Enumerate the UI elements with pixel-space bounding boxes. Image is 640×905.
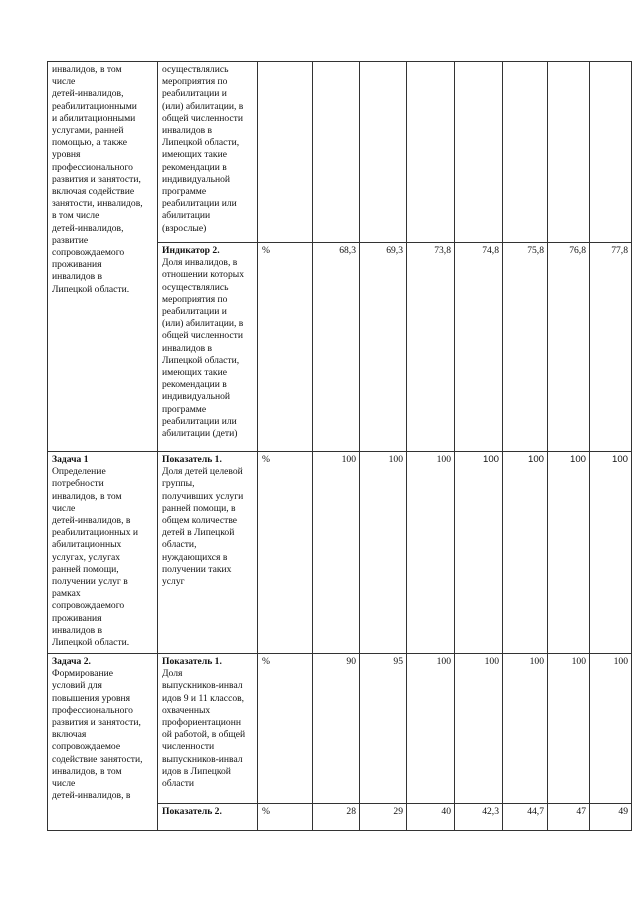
value-cell [503, 62, 548, 243]
table-row [48, 654, 632, 804]
text-line: инвалидов в [162, 125, 213, 137]
text-line: реабилитации или [162, 198, 237, 210]
value-cell: 100 [503, 654, 548, 804]
value-cell: 90 [313, 654, 360, 804]
value-cell [590, 62, 632, 243]
text-line: рекомендации в [162, 379, 227, 391]
table-row [48, 452, 632, 654]
text-line: инвалидов в [52, 624, 103, 636]
task-text [52, 668, 154, 802]
text-line: отношении которых [162, 269, 244, 281]
text-line: численности [162, 741, 215, 753]
value-cell [407, 62, 455, 243]
unit-cell [258, 62, 313, 243]
value-cell: 100 [360, 452, 407, 654]
task-title: Задача 1 [52, 454, 89, 465]
value-cell [360, 62, 407, 243]
indicator-title: Показатель 2. [162, 806, 222, 817]
task-title: Задача 2. [52, 656, 91, 667]
text-line: занятости, инвалидов, [52, 198, 143, 210]
text-line: потребности [52, 478, 104, 490]
value-cell: 74,8 [455, 243, 503, 452]
goal-text [52, 64, 154, 296]
text-line: Доля инвалидов, в [162, 257, 238, 269]
value-cell [548, 62, 590, 243]
value-cell: 49 [590, 804, 632, 831]
text-line: мероприятия по [162, 293, 228, 305]
value-cell [313, 62, 360, 243]
text-line: абилитационных [52, 539, 122, 551]
text-line: инвалидов в [162, 342, 213, 354]
text-line: профессионального [52, 704, 133, 716]
text-line: детей-инвалидов, [52, 88, 124, 100]
text-line: ранней помощи, [52, 563, 119, 575]
text-line: Доля [162, 668, 183, 680]
text-line: проживания [52, 259, 102, 271]
indicator-title: Индикатор 2. [162, 245, 220, 256]
text-line: уровня [52, 149, 81, 161]
text-line: и абилитационными [52, 112, 136, 124]
value-cell: 100 [407, 452, 455, 654]
text-line: включая содействие [52, 186, 135, 198]
text-line: Доля детей целевой [162, 466, 243, 478]
text-line: идов в Липецкой [162, 765, 231, 777]
text-line: получении услуг в [52, 576, 128, 588]
text-line: Липецкой области. [52, 283, 130, 295]
text-line: профориентационн [162, 717, 241, 729]
value-cell: 75,8 [503, 243, 548, 452]
text-line: идов 9 и 11 классов, [162, 692, 245, 704]
indicators-table [47, 61, 632, 831]
value-cell: 68,3 [313, 243, 360, 452]
indicator-cell [158, 243, 258, 452]
value-cell: 100 [407, 654, 455, 804]
value-cell: 44,7 [503, 804, 548, 831]
text-line: общей численности [162, 112, 244, 124]
text-line: Определение [52, 466, 106, 478]
text-line: инвалидов в [52, 271, 103, 283]
value-cell: 100 [590, 452, 632, 654]
text-line: детей в Липецкой [162, 527, 235, 539]
text-line: профессионального [52, 161, 133, 173]
text-line: области, [162, 539, 197, 551]
text-line: детей-инвалидов, в [52, 790, 131, 802]
value-cell: 100 [590, 654, 632, 804]
unit-cell: % [258, 654, 313, 804]
text-line: числе [52, 76, 76, 88]
value-cell: 47 [548, 804, 590, 831]
text-line: повышения уровня [52, 692, 131, 704]
text-line: содействие занятости, [52, 753, 143, 765]
text-line: детей-инвалидов, [52, 222, 124, 234]
text-line: программе [162, 403, 207, 415]
task-cell [48, 654, 158, 831]
value-cell: 100 [503, 452, 548, 654]
value-cell [455, 62, 503, 243]
text-line: реабилитационными [52, 100, 137, 112]
text-line: помощью, а также [52, 137, 127, 149]
indicator-title: Показатель 1. [162, 454, 222, 465]
text-line: услугах, услугах [52, 551, 121, 563]
text-line: индивидуальной [162, 391, 231, 403]
text-line: инвалидов, в том [52, 490, 122, 502]
text-line: абилитации [162, 210, 211, 222]
unit-cell: % [258, 243, 313, 452]
text-line: реабилитации или [162, 415, 237, 427]
text-line: числе [52, 502, 76, 514]
text-line: Липецкой области, [162, 354, 240, 366]
indicator-cell [158, 804, 258, 831]
text-line: реабилитации и [162, 88, 227, 100]
text-line: нуждающихся в [162, 551, 228, 563]
text-line: абилитации (дети) [162, 428, 238, 440]
text-line: области [162, 778, 195, 790]
text-line: программе [162, 186, 207, 198]
indicator-title: Показатель 1. [162, 656, 222, 667]
text-line: проживания [52, 612, 102, 624]
value-cell: 100 [548, 452, 590, 654]
text-line: выпускников-инвал [162, 753, 243, 765]
value-cell: 42,3 [455, 804, 503, 831]
text-line: имеющих такие [162, 149, 227, 161]
value-cell: 40 [407, 804, 455, 831]
text-line: имеющих такие [162, 367, 227, 379]
goal-cell [48, 62, 158, 452]
text-line: Липецкой области. [52, 637, 130, 649]
text-line: (или) абилитации, в [162, 318, 244, 330]
text-line: рекомендации в [162, 161, 227, 173]
text-line: сопровождаемое [52, 741, 121, 753]
text-line: Липецкой области, [162, 137, 240, 149]
text-line: охваченных [162, 704, 211, 716]
text-line: индивидуальной [162, 173, 231, 185]
indicator-cell [158, 452, 258, 654]
indicator-text [162, 466, 254, 588]
text-line: развития и занятости, [52, 717, 141, 729]
value-cell: 100 [548, 654, 590, 804]
value-cell: 95 [360, 654, 407, 804]
value-cell: 73,8 [407, 243, 455, 452]
value-cell: 29 [360, 804, 407, 831]
text-line: включая [52, 729, 87, 741]
table-row [48, 62, 632, 243]
value-cell: 28 [313, 804, 360, 831]
indicator-text [162, 668, 254, 790]
text-line: реабилитации и [162, 306, 227, 318]
text-line: общем количестве [162, 515, 238, 527]
text-line: мероприятия по [162, 76, 228, 88]
text-line: получении таких [162, 563, 232, 575]
indicator-text [162, 64, 254, 235]
text-line: получивших услуги [162, 490, 244, 502]
text-line: числе [52, 778, 76, 790]
text-line: рамках [52, 588, 81, 600]
value-cell: 77,8 [590, 243, 632, 452]
task-text [52, 466, 154, 649]
task-cell [48, 452, 158, 654]
text-line: сопровождаемого [52, 600, 125, 612]
indicator-cell [158, 654, 258, 804]
text-line: реабилитационных и [52, 527, 139, 539]
text-line: сопровождаемого [52, 247, 125, 259]
text-line: выпускников-инвал [162, 680, 243, 692]
text-line: развитие [52, 234, 89, 246]
indicator-text [162, 257, 254, 440]
text-line: развития и занятости, [52, 173, 141, 185]
text-line: инвалидов, в том [52, 64, 122, 75]
text-line: общей численности [162, 330, 244, 342]
text-line: ой работой, в общей [162, 729, 246, 741]
value-cell: 100 [455, 654, 503, 804]
text-line: в том числе [52, 210, 100, 222]
text-line: осуществлялись [162, 64, 229, 75]
text-line: осуществлялись [162, 281, 229, 293]
text-line: (или) абилитации, в [162, 100, 244, 112]
text-line: инвалидов, в том [52, 765, 122, 777]
unit-cell: % [258, 452, 313, 654]
text-line: Формирование [52, 668, 114, 680]
text-line: услуг [162, 576, 185, 588]
text-line: ранней помощи, в [162, 502, 236, 514]
unit-cell: % [258, 804, 313, 831]
value-cell: 69,3 [360, 243, 407, 452]
value-cell: 100 [313, 452, 360, 654]
value-cell: 100 [455, 452, 503, 654]
indicator-cell [158, 62, 258, 243]
text-line: условий для [52, 680, 102, 692]
value-cell: 76,8 [548, 243, 590, 452]
text-line: (взрослые) [162, 222, 207, 234]
text-line: услугами, ранней [52, 125, 124, 137]
text-line: группы, [162, 478, 195, 490]
text-line: детей-инвалидов, в [52, 515, 131, 527]
